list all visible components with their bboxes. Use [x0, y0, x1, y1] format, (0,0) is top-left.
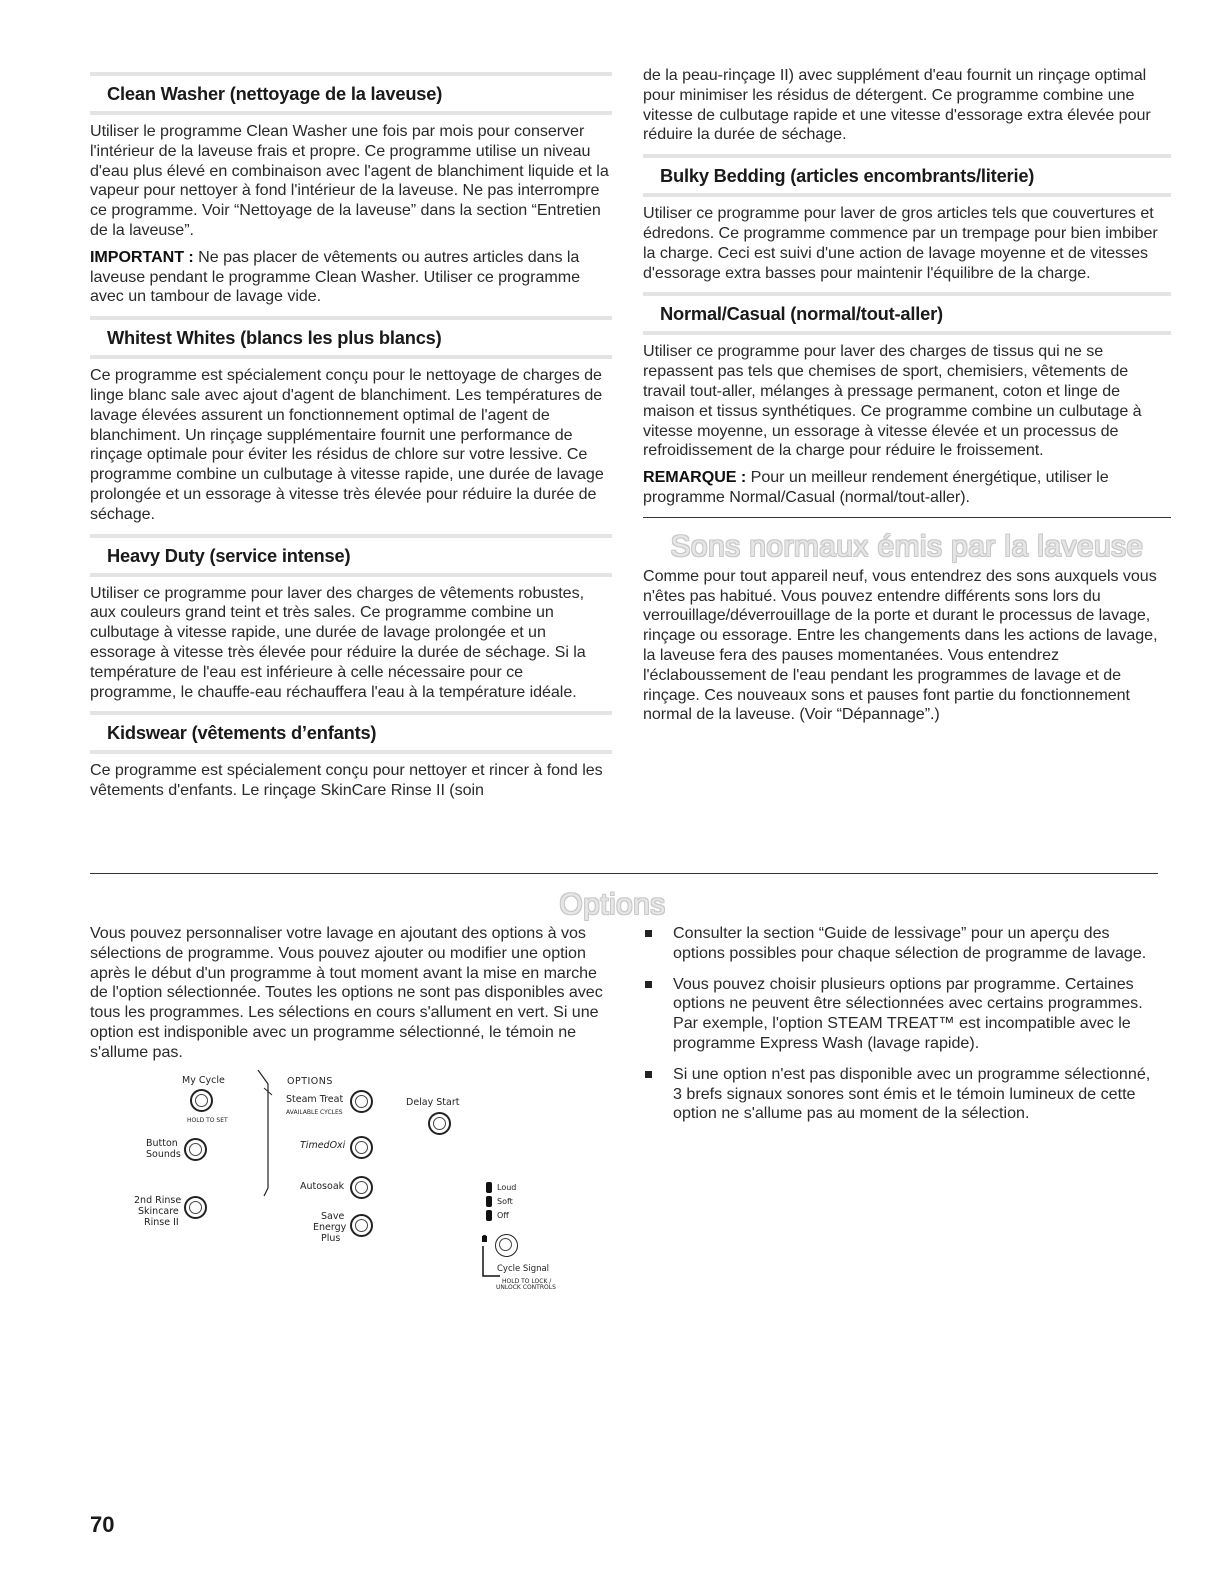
continuation-text: de la peau-rinçage II) avec supplément d'eau fournit un rinçage optimal pour minimiser les résidus de détergent. Ce programme combine une vitesse de culbutage rapide et une vitesse d'essorage extra élevée pour réduire la durée de séchage. [643, 66, 1151, 144]
section-bulky-bedding [643, 154, 1171, 283]
my-cycle-knob[interactable] [190, 1089, 213, 1112]
section-text: Ce programme est spécialement conçu pour nettoyer et rincer à fond les vêtements d'enfants. Le rinçage SkinCare Rinse II (soin [90, 761, 603, 800]
dotted-divider [90, 573, 612, 577]
list-item [643, 924, 1163, 964]
dotted-divider [90, 355, 612, 359]
delay-start-knob[interactable] [428, 1112, 451, 1135]
options-bullet-list [643, 924, 1163, 1124]
bullet-text: Consulter la section “Guide de lessivage” pour un aperçu des options possibles pour chaque sélection de programme de lavage. [673, 924, 1147, 962]
hold-to-set-label: HOLD TO SET [187, 1117, 228, 1124]
important-note [90, 248, 612, 307]
off-label: Off [497, 1211, 509, 1220]
rinse-label-1: 2nd Rinse [134, 1195, 182, 1206]
save-energy-label-1: Save [321, 1211, 345, 1222]
autosoak-knob[interactable] [350, 1176, 373, 1199]
section-text: Utiliser ce programme pour laver de gros articles tels que couvertures et édredons. Ce programme commence par un trempage pour bien imbiber la charge. Ceci est suivi d'une action de lavage moyenne et de vitesses d'essorage extra basses pour maintenir l'équilibre de la charge. [643, 204, 1158, 282]
bullet-text: Vous pouvez choisir plusieurs options par programme. Certaines options ne peuvent être sélectionnées avec certains programmes. Par exemple, l'option STEAM TREAT™ est incompatible avec le programme Express Wash (lavage rapide). [673, 974, 1143, 1052]
options-right [643, 924, 1163, 1135]
section-whitest-whites [90, 316, 612, 524]
section-heavy-duty [90, 534, 612, 703]
steam-treat-label: Steam Treat [286, 1094, 344, 1105]
section-text: Utiliser ce programme pour laver des charges de tissus qui ne se repassent pas tels que chemises de sport, chemisiers, vêtements de travail tout-aller, mélanges à pressage permanent, coton et linge de maison et tissus synthétiques. Ce programme combine un culbutage à vitesse moyenne, un essorage à vitesse élevée et un processus de refroidissement de la charge pour réduire le froissement. [643, 342, 1142, 460]
section-clean-washer [90, 72, 612, 307]
page-number: 70 [90, 1512, 115, 1537]
save-energy-label-2: Energy [313, 1222, 347, 1233]
section-heading: Clean Washer (nettoyage de la laveuse) [107, 83, 443, 104]
cycle-signal-knob[interactable] [495, 1234, 518, 1257]
bullet-square-icon [645, 1071, 652, 1078]
section-heading: Kidswear (vêtements d’enfants) [107, 722, 377, 744]
my-cycle-label: My Cycle [182, 1075, 225, 1086]
section-heading: Normal/Casual (normal/tout-aller) [660, 303, 943, 325]
options-title: Options [559, 888, 666, 921]
section-text: Utiliser ce programme pour laver des charges de vêtements robustes, aux couleurs grand teint et très sales. Ce programme combine un culbutage à vitesse rapide, une durée de lavage prolongée et un essorage à vitesse très élevée pour réduire la durée de séchage. Si la température de l'eau est inférieure à celle nécessaire pour ce programme, le chauffe-eau réchauffera l'eau à la température idéale. [90, 583, 586, 701]
options-left [90, 924, 608, 1063]
sounds-text: Comme pour tout appareil neuf, vous entendrez des sons auxquels vous n'êtes pas habitué. Vous pouvez entendre différents sons lors du verrouillage/déverrouillage de la porte et durant le processus de lavage, rinçage ou essorage. Entre les changements dans les actions de lavage, la laveuse fera des pauses momentanées. Vous entendrez l'éclaboussement de l'eau pendant les programmes de lavage et de rinçage. Ces nouveaux sons et pauses font partie du fonctionnement normal de la laveuse. (Voir “Dépannage”.) [643, 566, 1158, 724]
remark-label: REMARQUE : [643, 468, 747, 487]
button-sounds-label-1: Button [146, 1138, 178, 1149]
hold-to-lock-label-2: UNLOCK CONTROLS [496, 1284, 556, 1291]
cycle-signal-label: Cycle Signal [497, 1264, 550, 1274]
loud-indicator [486, 1182, 492, 1193]
rinse-label-2: Skincare [138, 1206, 179, 1217]
bullet-square-icon [645, 930, 652, 937]
control-panel-illustration [134, 1068, 580, 1298]
section-heading: Heavy Duty (service intense) [107, 544, 351, 566]
timed-oxi-knob[interactable] [350, 1136, 373, 1159]
section-normal-casual [643, 292, 1171, 507]
options-rule [90, 873, 1158, 874]
autosoak-label: Autosoak [300, 1181, 345, 1192]
save-energy-label-3: Plus [321, 1233, 341, 1244]
hold-to-lock-label-1: HOLD TO LOCK / [502, 1278, 552, 1285]
section-heading: Bulky Bedding (articles encombrants/literie) [660, 165, 1035, 187]
list-item [643, 975, 1163, 1054]
options-intro: Vous pouvez personnaliser votre lavage en ajoutant des options à vos sélections de programme. Vous pouvez ajouter ou modifier une option après le début d'un programme à tout moment avant la mise en marche de l'option sélectionnée. Toutes les options ne sont pas disponibles avec tous les programmes. Les sélections en cours s'allument en vert. Si une option est indisponible avec un programme sélectionné, le témoin ne s'allume pas. [90, 924, 603, 1061]
soft-indicator [486, 1196, 492, 1207]
button-sounds-knob[interactable] [184, 1138, 207, 1161]
dotted-divider [643, 331, 1171, 335]
dotted-divider [90, 111, 612, 115]
save-energy-plus-knob[interactable] [350, 1214, 373, 1237]
timed-oxi-label: TimedOxi [300, 1140, 346, 1151]
delay-start-label: Delay Start [406, 1097, 460, 1108]
available-cycles-label: AVAILABLE CYCLES [286, 1109, 343, 1116]
off-indicator [486, 1210, 492, 1221]
remark-note [643, 468, 1171, 508]
steam-treat-knob[interactable] [350, 1090, 373, 1113]
options-bracket-icon [250, 1070, 290, 1200]
bullet-text: Si une option n'est pas disponible avec un programme sélectionné, 3 brefs signaux sonores sont émis et le témoin lumineux de cette option ne s'allume pas au moment de la sélection. [673, 1064, 1151, 1123]
rinse-label-3: Rinse II [144, 1217, 179, 1228]
button-sounds-label-2: Sounds [146, 1149, 181, 1160]
section-heading: Whitest Whites (blancs les plus blancs) [107, 327, 442, 349]
section-text: Utiliser le programme Clean Washer une fois par mois pour conserver l'intérieur de la laveuse frais et propre. Ce programme utilise un niveau d'eau plus élevé en combinaison avec l'agent de blanchiment liquide et la vapeur pour nettoyer à fond l'intérieur de la laveuse. Ne pas interrompre ce programme. Voir “Nettoyage de la laveuse” dans la section “Entretien de la laveuse”. [90, 122, 609, 239]
options-label: OPTIONS [287, 1076, 333, 1087]
remark-text: Pour un meilleur rendement énergétique, utiliser le programme Normal/Casual (normal/tout-aller). [643, 468, 1109, 506]
soft-label: Soft [497, 1197, 513, 1206]
sounds-title: Sons normaux émis par la laveuse [670, 529, 1144, 563]
list-item [643, 1065, 1163, 1124]
section-rule [643, 517, 1171, 518]
important-text: Ne pas placer de vêtements ou autres articles dans la laveuse pendant le programme Clean Washer. Utiliser ce programme avec un tambour de lavage vide. [90, 247, 580, 306]
dotted-divider [643, 193, 1171, 197]
second-rinse-knob[interactable] [184, 1196, 207, 1219]
left-column [90, 72, 612, 801]
section-kidswear [90, 711, 612, 801]
section-text: Ce programme est spécialement conçu pour le nettoyage de charges de linge blanc sale avec ajout d'agent de blanchiment. Les températures de lavage élevées assurent un fonctionnement optimal de l'agent de blanchiment. Un rinçage supplémentaire fournit une performance de rinçage optimale pour éviter les résidus de chlore sur votre lessive. Ce programme combine un culbutage à vitesse rapide, une durée de lavage prolongée et un essorage à vitesse très élevée pour réduire la durée de séchage. [90, 366, 604, 523]
loud-label: Loud [497, 1183, 517, 1192]
bullet-square-icon [645, 981, 652, 988]
right-column [643, 66, 1171, 725]
dotted-divider [90, 750, 612, 754]
important-label: IMPORTANT : [90, 247, 194, 266]
